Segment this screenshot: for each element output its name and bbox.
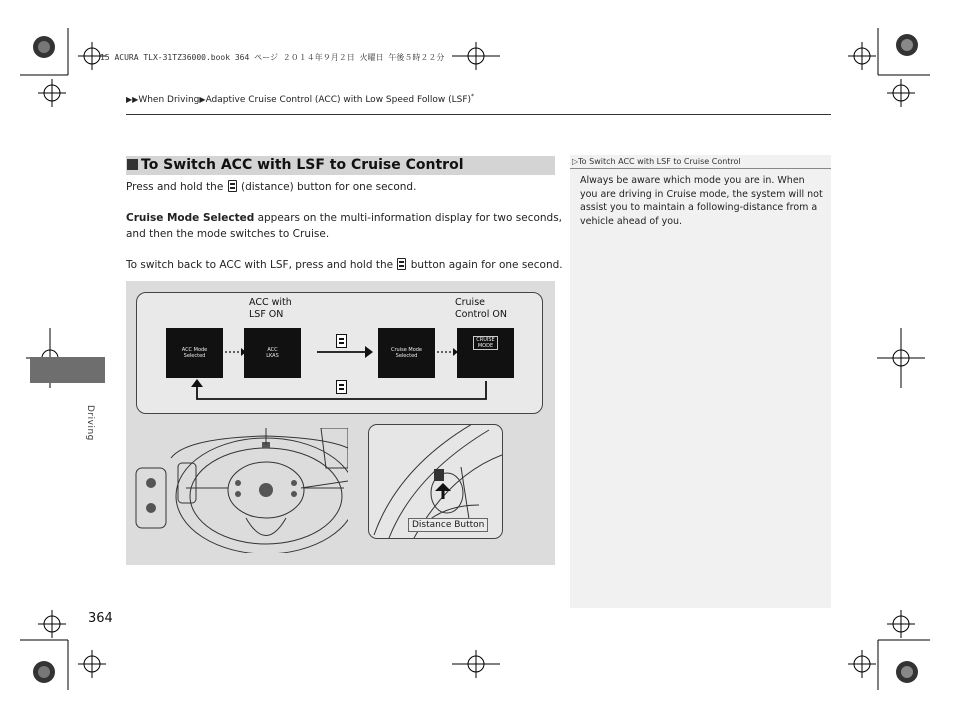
p1-text-after: (distance) button for one second. [240, 181, 417, 193]
display2-line2: LKAS [266, 353, 279, 359]
sidebar-heading-icon: ▷ [572, 157, 579, 166]
label-cruise-line2: Control ON [455, 309, 507, 320]
sidebar-note: Always be aware which mode you are in. When you are driving in Cruise mode, the system will not assist you to maintain a following-distance from a vehicle ahead of you. [580, 175, 823, 227]
sidebar-heading-text: To Switch ACC with LSF to Cruise Control [578, 157, 741, 166]
callout-leader [461, 467, 469, 519]
side-tab [30, 357, 105, 383]
breadcrumb [126, 93, 474, 105]
paragraph-2 [126, 210, 562, 242]
sidebar-heading [570, 155, 831, 169]
p3-text-before: To switch back to ACC with LSF, press and hold the [126, 259, 394, 271]
paragraph-3 [126, 257, 563, 273]
breadcrumb-separator: ▶ [199, 95, 206, 104]
p2-rest: appears on the multi-information display for two seconds, [254, 212, 563, 224]
display3-line2: Selected [395, 353, 418, 359]
display4-line1: CRUISE [476, 337, 495, 343]
display2-line1: ACC [267, 347, 278, 353]
display4-line2: MODE [477, 343, 494, 349]
mode-diagram [136, 292, 543, 414]
section-title: To Switch ACC with LSF to Cruise Control [141, 157, 464, 173]
p1-text-before: Press and hold the [126, 181, 224, 193]
section-heading [126, 156, 555, 175]
section-marker-icon [127, 159, 138, 170]
p3-text-after: button again for one second. [410, 259, 563, 271]
breadcrumb-arrows: ▶▶ [126, 95, 139, 104]
breadcrumb-asterisk: * [471, 93, 475, 100]
display3-line1: Cruise Mode [391, 347, 422, 353]
steering-wheel-illustration [126, 428, 348, 553]
header-rule [126, 114, 831, 115]
display1-line2: Selected [183, 353, 206, 359]
distance-button-icon [336, 334, 347, 348]
distance-button-callout: Distance Button [408, 518, 488, 532]
display1-line1: ACC Mode [181, 347, 208, 353]
label-cruise-line1: Cruise [455, 297, 485, 308]
file-info: 15 ACURA TLX-31TZ36000.book 364 ページ ２０１４年９月２日 火曜日 午後５時２２分 [100, 53, 445, 62]
label-acc-line1: ACC with [249, 297, 292, 308]
breadcrumb-level1: When Driving [138, 95, 200, 105]
label-acc-line2: LSF ON [249, 309, 284, 320]
page-number: 364 [88, 611, 113, 626]
distance-button-icon [336, 380, 347, 394]
breadcrumb-level2: Adaptive Cruise Control (ACC) with Low Speed Follow (LSF) [205, 95, 472, 105]
side-tab-label: Driving [85, 405, 95, 441]
diagram-arrows [137, 293, 544, 415]
p2-line2: and then the mode switches to Cruise. [126, 228, 330, 240]
distance-button-icon [228, 180, 237, 192]
distance-button-icon [397, 258, 406, 270]
p2-bold: Cruise Mode Selected [126, 212, 255, 224]
paragraph-1 [126, 179, 416, 195]
